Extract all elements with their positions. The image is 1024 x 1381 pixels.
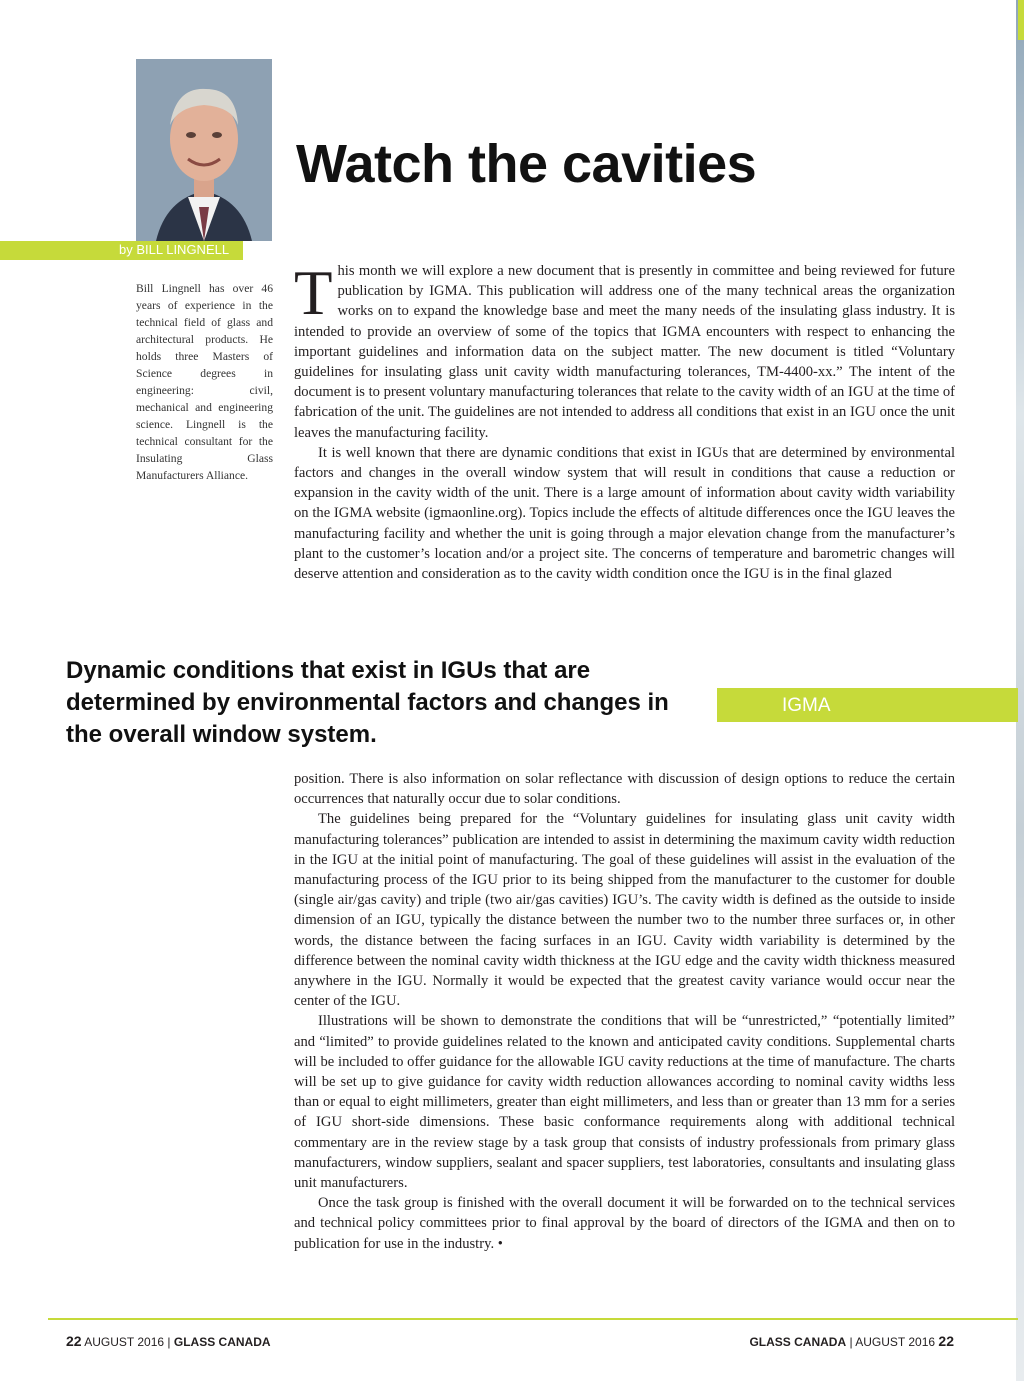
author-photo (136, 59, 272, 241)
footer-date-right: | AUGUST 2016 (849, 1335, 936, 1349)
footer-date-left: AUGUST 2016 | (84, 1335, 171, 1349)
section-tag: IGMA (782, 695, 831, 716)
page-number-right: 22 (938, 1333, 954, 1349)
page-edge-accent (1018, 0, 1024, 40)
footer-publication-left: GLASS CANADA (173, 1335, 271, 1349)
footer-right (749, 1333, 954, 1349)
paragraph-guidelines: The guidelines being prepared for the “Voluntary guidelines for insulating glass unit cavity width manufacturing tolerances” publication are intended to assist in determining the maximum cavity width reduction in the IGU at the initial point of manufacturing. The goal of these guidelines will assist in the evaluation of the manufacturing process of the IGU prior to its being shipped from the manufacturer to the customer for double (single air/gas cavity) and triple (two air/gas cavities) IGU’s. The cavity width is defined as the outside to inside dimension of an IGU, typically the distance between the number two to the number three surfaces or, in other words, the distance between the facing surfaces in an IGU. Cavity width variability is determined by the difference between the nominal cavity width thickness at the IGU edge and the cavity width thickness measured anywhere in the IGU. Normally it would be expected that the greatest cavity variance would occur near the center of the IGU. (294, 811, 955, 1010)
footer-left (66, 1333, 271, 1349)
paragraph-dynamic-conditions: It is well known that there are dynamic conditions that exist in IGUs that are determined by environmental factors and changes in the overall window system that will result in conditions that cause a reduction or expansion in the cavity width of the unit. There is a large amount of information about cavity width variability on the IGMA website (igmaonline.org). Topics include the effects of altitude differences once the IGU leaves the manufacturing facility and whether the unit is going through a major elevation change from the manufacturer’s plant to the customer’s location and/or a project site. The concerns of temperature and barometric changes will deserve attention and consideration as to the cavity width condition once the IGU is in the final glazed (294, 444, 955, 583)
paragraph-illustrations: Illustrations will be shown to demonstrate the conditions that will be “unrestricted,” “potentially limited” and “limited” to provide guidelines related to the known and anticipated cavity conditions. Supplemental charts will be included to offer guidance for the allowable IGU cavity reductions at the time of manufacture. The charts will be set up to give guidance for cavity width reduction allowances according to nominal cavity widths less than or equal to eight millimeters, greater than eight millimeters, and less than or greater than 13 mm for a series of IGU short-side dimensions. These basic conformance requirements along with additional technical commentary are in the review stage by a task group that consists of industry professionals from primary glass manufacturers, window suppliers, sealant and spacer suppliers, test laboratories, consultants and insulating glass unit manufacturers. (294, 1013, 955, 1192)
paragraph-intro (294, 258, 955, 443)
article-title: Watch the cavities (296, 134, 757, 194)
drop-cap: T (294, 258, 333, 328)
page-number-left: 22 (66, 1333, 82, 1349)
paragraph-continued: position. There is also information on solar reflectance with discussion of design options to reduce the certain occurrences that naturally occur due to solar conditions. (294, 771, 955, 808)
body-column-top (294, 258, 955, 584)
author-bio: Bill Lingnell has over 46 years of experience in the technical field of glass and architectural products. He holds three Masters of Science degrees in engineering: civil, mechanical and engineering science. Lingnell is the technical consultant for the Insulating Glass Manufacturers Alliance. (136, 282, 273, 482)
paragraph-intro-text: his month we will explore a new document that is presently in committee and being reviewed for future publication by IGMA. This publication will address one of the many technical areas the organization works on to expand the knowledge base and meet the many needs of the insulating glass industry. It is intended to provide an overview of some of the topics that IGMA encounters with respect to enhancing the important guidelines and information data on the subject matter. The new document is titled “Voluntary guidelines for insulating glass unit cavity width manufacturing tolerances, TM-4400-xx.” The intent of the document is to present voluntary manufacturing tolerances that relate to the cavity width of an IGU at the time of fabrication of the unit. The guidelines are not intended to address all conditions that exist in an IGU once the unit leaves the manufacturing facility. (294, 263, 955, 441)
pull-quote: Dynamic conditions that exist in IGUs that are determined by environmental factors and changes in the overall window system. (66, 657, 669, 748)
paragraph-conclusion: Once the task group is finished with the overall document it will be forwarded on to the technical services and technical policy committees prior to final approval by the board of directors of the IGMA and then on to publication for use in the industry. • (294, 1195, 955, 1252)
footer-publication-right: GLASS CANADA (749, 1335, 847, 1349)
byline: by BILL LINGNELL (119, 242, 230, 257)
body-column-bottom (294, 769, 955, 1254)
section-tag-bar (717, 688, 1018, 722)
footer-rule (48, 1318, 1018, 1320)
